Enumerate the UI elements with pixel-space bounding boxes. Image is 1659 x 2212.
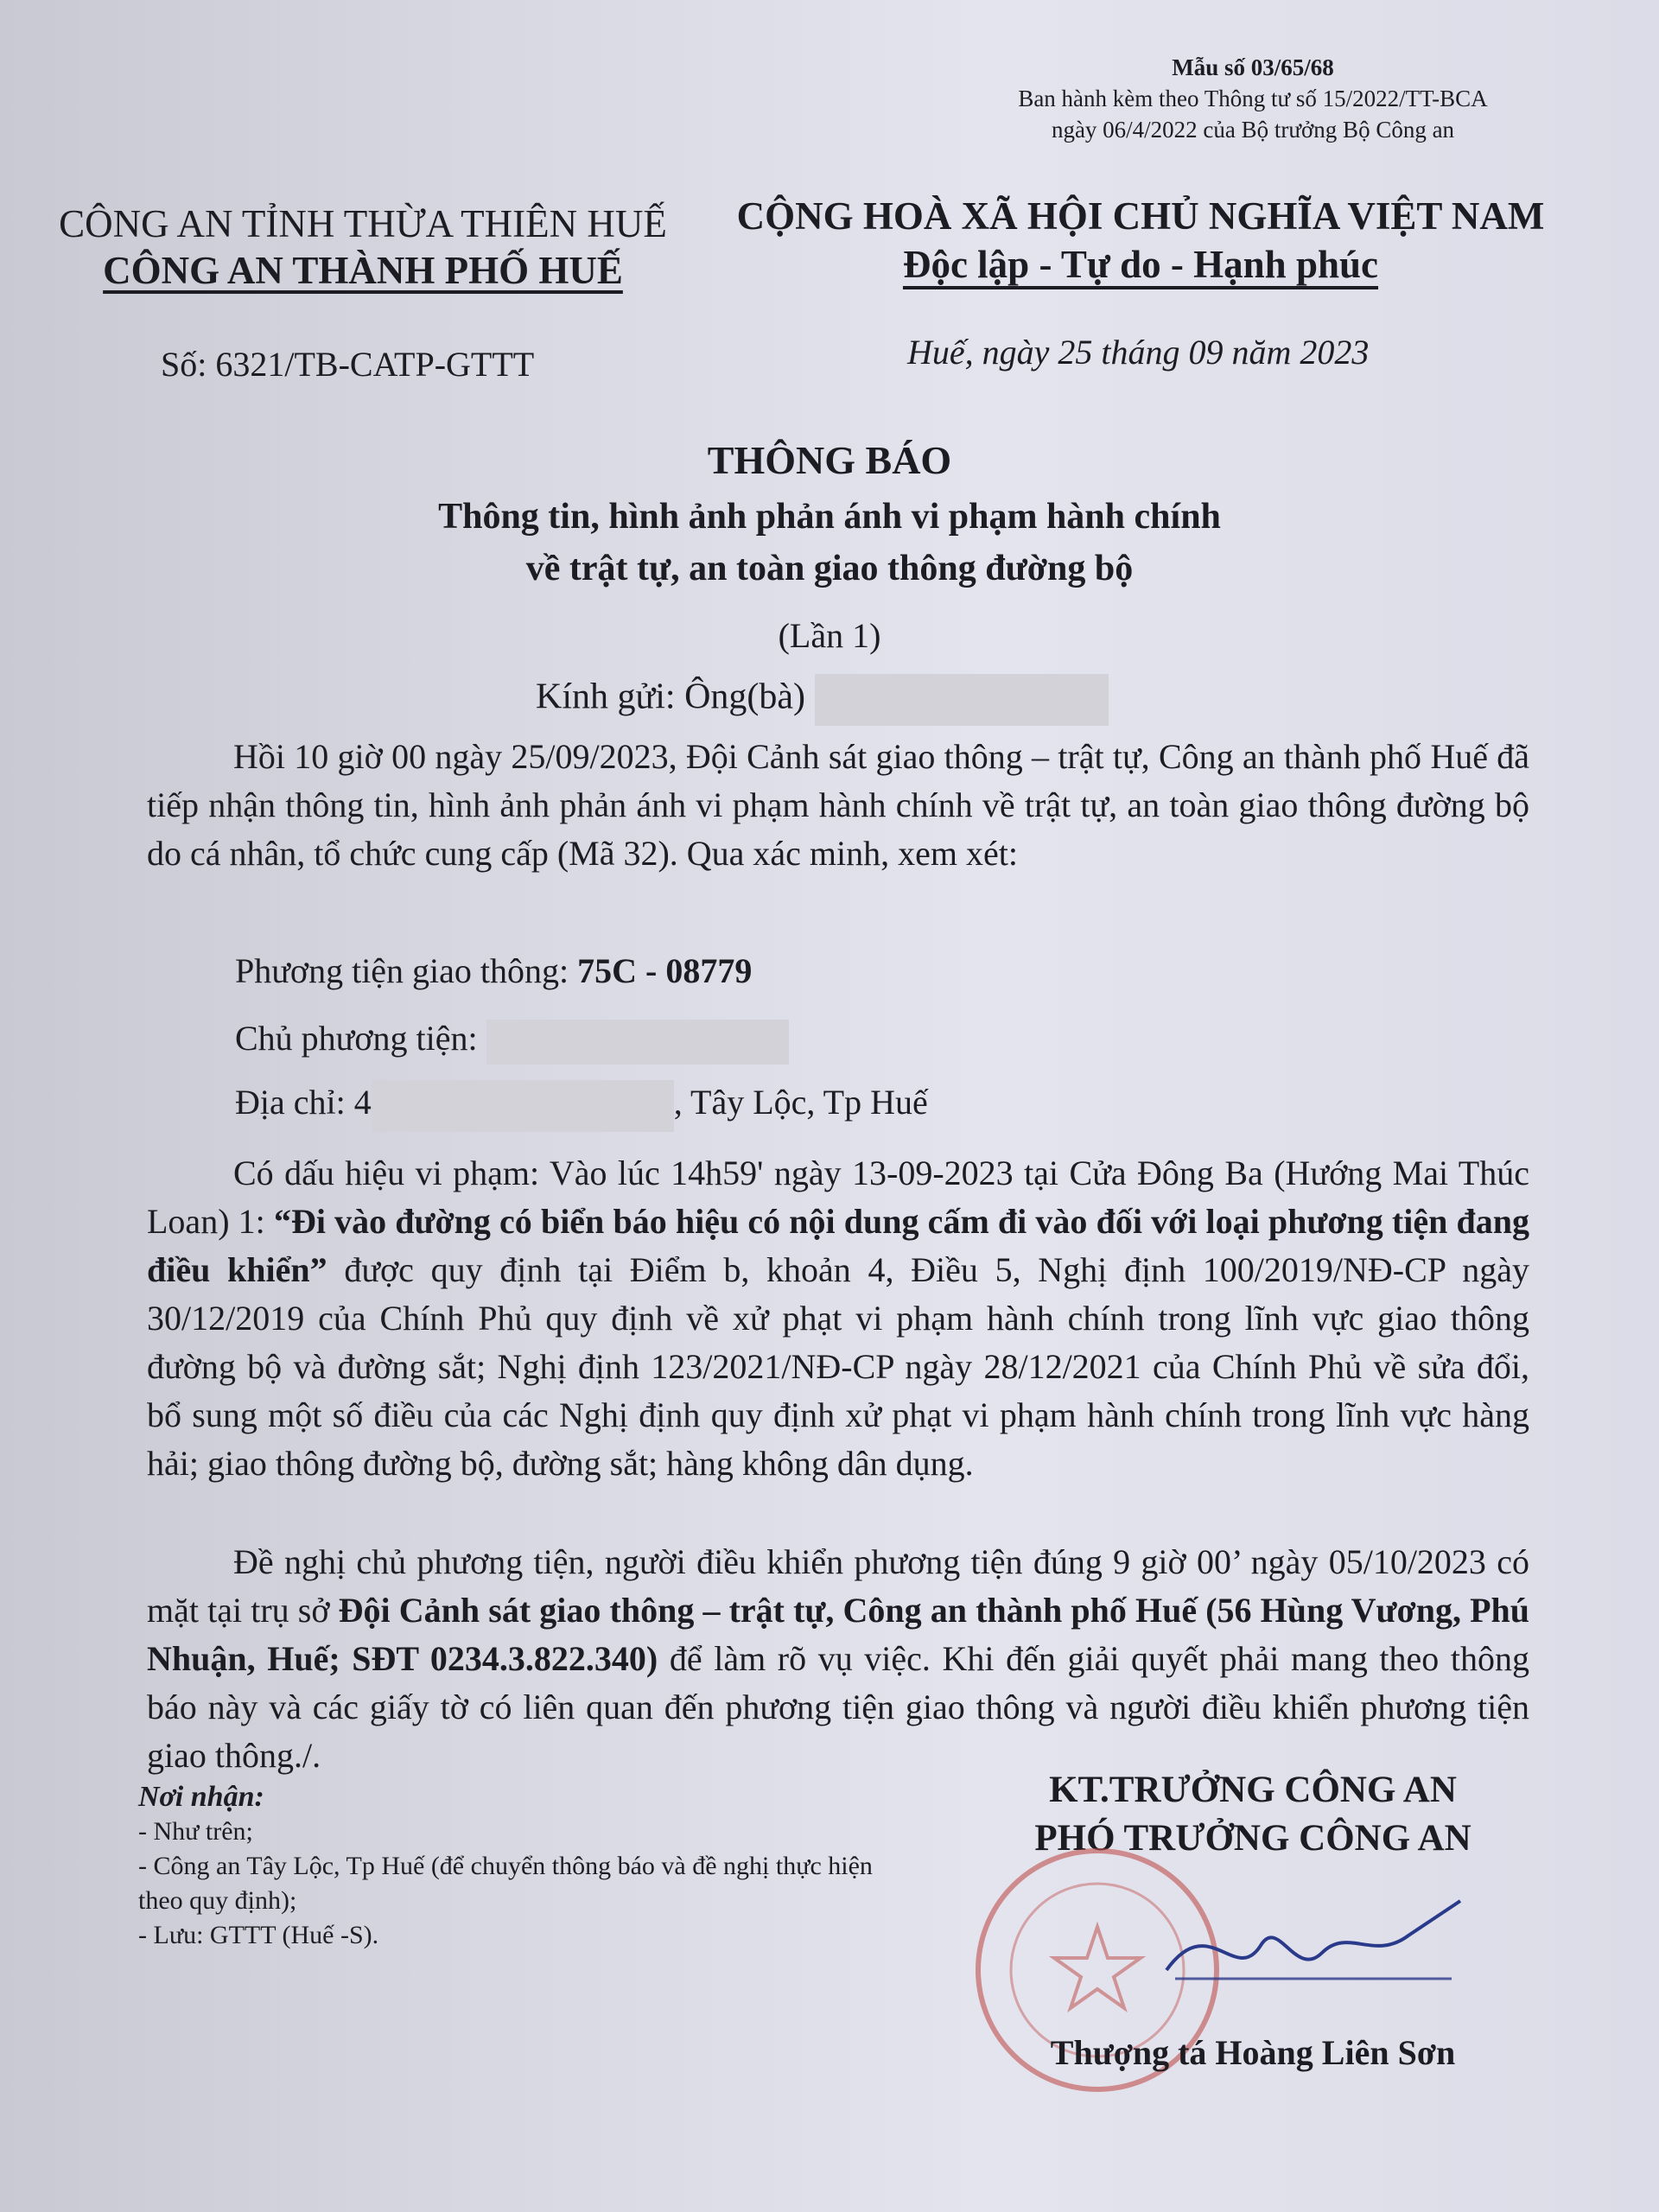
- unit-agency: CÔNG AN THÀNH PHỐ HUẾ: [103, 249, 623, 292]
- redacted-address: [372, 1080, 674, 1132]
- paragraph-receipt: Hồi 10 giờ 00 ngày 25/09/2023, Đội Cảnh sát giao thông – trật tự, Công an thành phố Huế đã tiếp nhận thông tin, hình ảnh phản ánh vi phạm hành chính về trật tự, an toàn giao thông đường bộ do cá nhân, tổ chức cung cấp (Mã 32). Qua xác minh, xem xét:: [147, 737, 1529, 873]
- violation-intro: Có dấu hiệu vi phạm: Vào lúc 14h59' ngày 13-09-2023 tại Cửa Đông Ba (Hướng Mai Thúc Loan) 1:: [147, 1154, 1529, 1241]
- signer-name: Thượng tá Hoàng Liên Sơn: [1050, 2033, 1456, 2072]
- handwritten-signature: [1158, 1892, 1469, 1996]
- document-number: Số: 6321/TB-CATP-GTTT: [161, 345, 535, 384]
- form-reference: [976, 52, 1529, 145]
- vehicle-label: Phương tiện giao thông:: [235, 951, 578, 990]
- vehicle-line: [235, 950, 752, 991]
- address-line: [235, 1080, 928, 1132]
- violation-description: “Đi vào đường có biển báo hiệu có nội dung cấm đi vào đối với loại phương tiện đang điều khiển”: [147, 1202, 1530, 1289]
- subtitle-line-2: về trật tự, an toàn giao thông đường bộ: [525, 549, 1134, 588]
- redacted-name: [815, 674, 1109, 726]
- recipient-label: Kính gửi: Ông(bà): [536, 677, 815, 717]
- signature-line-1: KT.TRƯỞNG CÔNG AN: [1049, 1770, 1457, 1810]
- recipient-item: - Như trên;: [138, 1817, 253, 1846]
- form-issued-date: ngày 06/4/2022 của Bộ trưởng Bộ Công an: [1051, 117, 1455, 143]
- notice-round: (Lần 1): [778, 616, 881, 655]
- address-label: Địa chỉ: 4: [235, 1083, 372, 1122]
- paragraph-violation: [147, 1149, 1529, 1488]
- recipients-heading: Nơi nhận:: [138, 1781, 264, 1813]
- national-header: [709, 192, 1573, 289]
- vehicle-plate: 75C - 08779: [577, 951, 753, 990]
- violation-legal-basis: được quy định tại Điểm b, khoản 4, Điều 5, Nghị định 100/2019/NĐ-CP ngày 30/12/2019 của Chính Phủ quy định về xử phạt vi phạm hành chính trong lĩnh vực giao thông đường bộ và đường sắt; Nghị định 123/2021/NĐ-CP ngày 28/12/2021 của Chính Phủ về sửa đổi, bổ sung một số điều của các Nghị định quy định xử phạt vi phạm hành chính trong lĩnh vực hàng hải; giao thông đường bộ, đường sắt; hàng không dân dụng.: [147, 1250, 1529, 1483]
- request-office: Đội Cảnh sát giao thông – trật tự, Công an thành phố Huế (56 Hùng Vương, Phú Nhuận, Huế; SĐT 0234.3.822.340): [147, 1591, 1529, 1678]
- request-rest: để làm rõ vụ việc. Khi đến giải quyết phải mang theo thông báo này và các giấy tờ có liên quan đến phương tiện giao thông và người điều khiển phương tiện giao thông./.: [147, 1639, 1530, 1775]
- address-tail: , Tây Lộc, Tp Huế: [673, 1083, 928, 1122]
- redacted-owner: [486, 1020, 789, 1065]
- recipients-block: [138, 1780, 899, 1953]
- recipient-item: - Công an Tây Lộc, Tp Huế (để chuyển thông báo và đề nghị thực hiện theo quy định);: [138, 1852, 873, 1915]
- request-intro: Đề nghị chủ phương tiện, người điều khiển phương tiện đúng 9 giờ 00’ ngày 05/10/2023 có mặt tại trụ sở: [147, 1542, 1529, 1630]
- paragraph-request: [147, 1538, 1529, 1780]
- nation-motto: Độc lập - Tự do - Hạnh phúc: [902, 243, 1379, 286]
- document-title: THÔNG BÁO: [707, 438, 952, 482]
- issuing-agency: [35, 200, 691, 294]
- subtitle-line-1: Thông tin, hình ảnh phản ánh vi phạm hành chính: [438, 497, 1221, 537]
- form-number: Mẫu số 03/65/68: [1172, 54, 1334, 80]
- parent-agency: CÔNG AN TỈNH THỪA THIÊN HUẾ: [59, 202, 667, 245]
- document-subtitle: [0, 491, 1659, 594]
- form-issued-by: Ban hành kèm theo Thông tư số 15/2022/TT-BCA: [1018, 86, 1488, 111]
- owner-line: [235, 1018, 789, 1065]
- signature-line-2: PHÓ TRƯỞNG CÔNG AN: [1034, 1818, 1471, 1859]
- place-date: Huế, ngày 25 tháng 09 năm 2023: [907, 333, 1370, 372]
- recipient-item: - Lưu: GTTT (Huế -S).: [138, 1921, 379, 1949]
- nation-name: CỘNG HOÀ XÃ HỘI CHỦ NGHĨA VIỆT NAM: [736, 194, 1545, 238]
- owner-label: Chủ phương tiện:: [235, 1019, 486, 1058]
- recipient-line: [536, 674, 1109, 726]
